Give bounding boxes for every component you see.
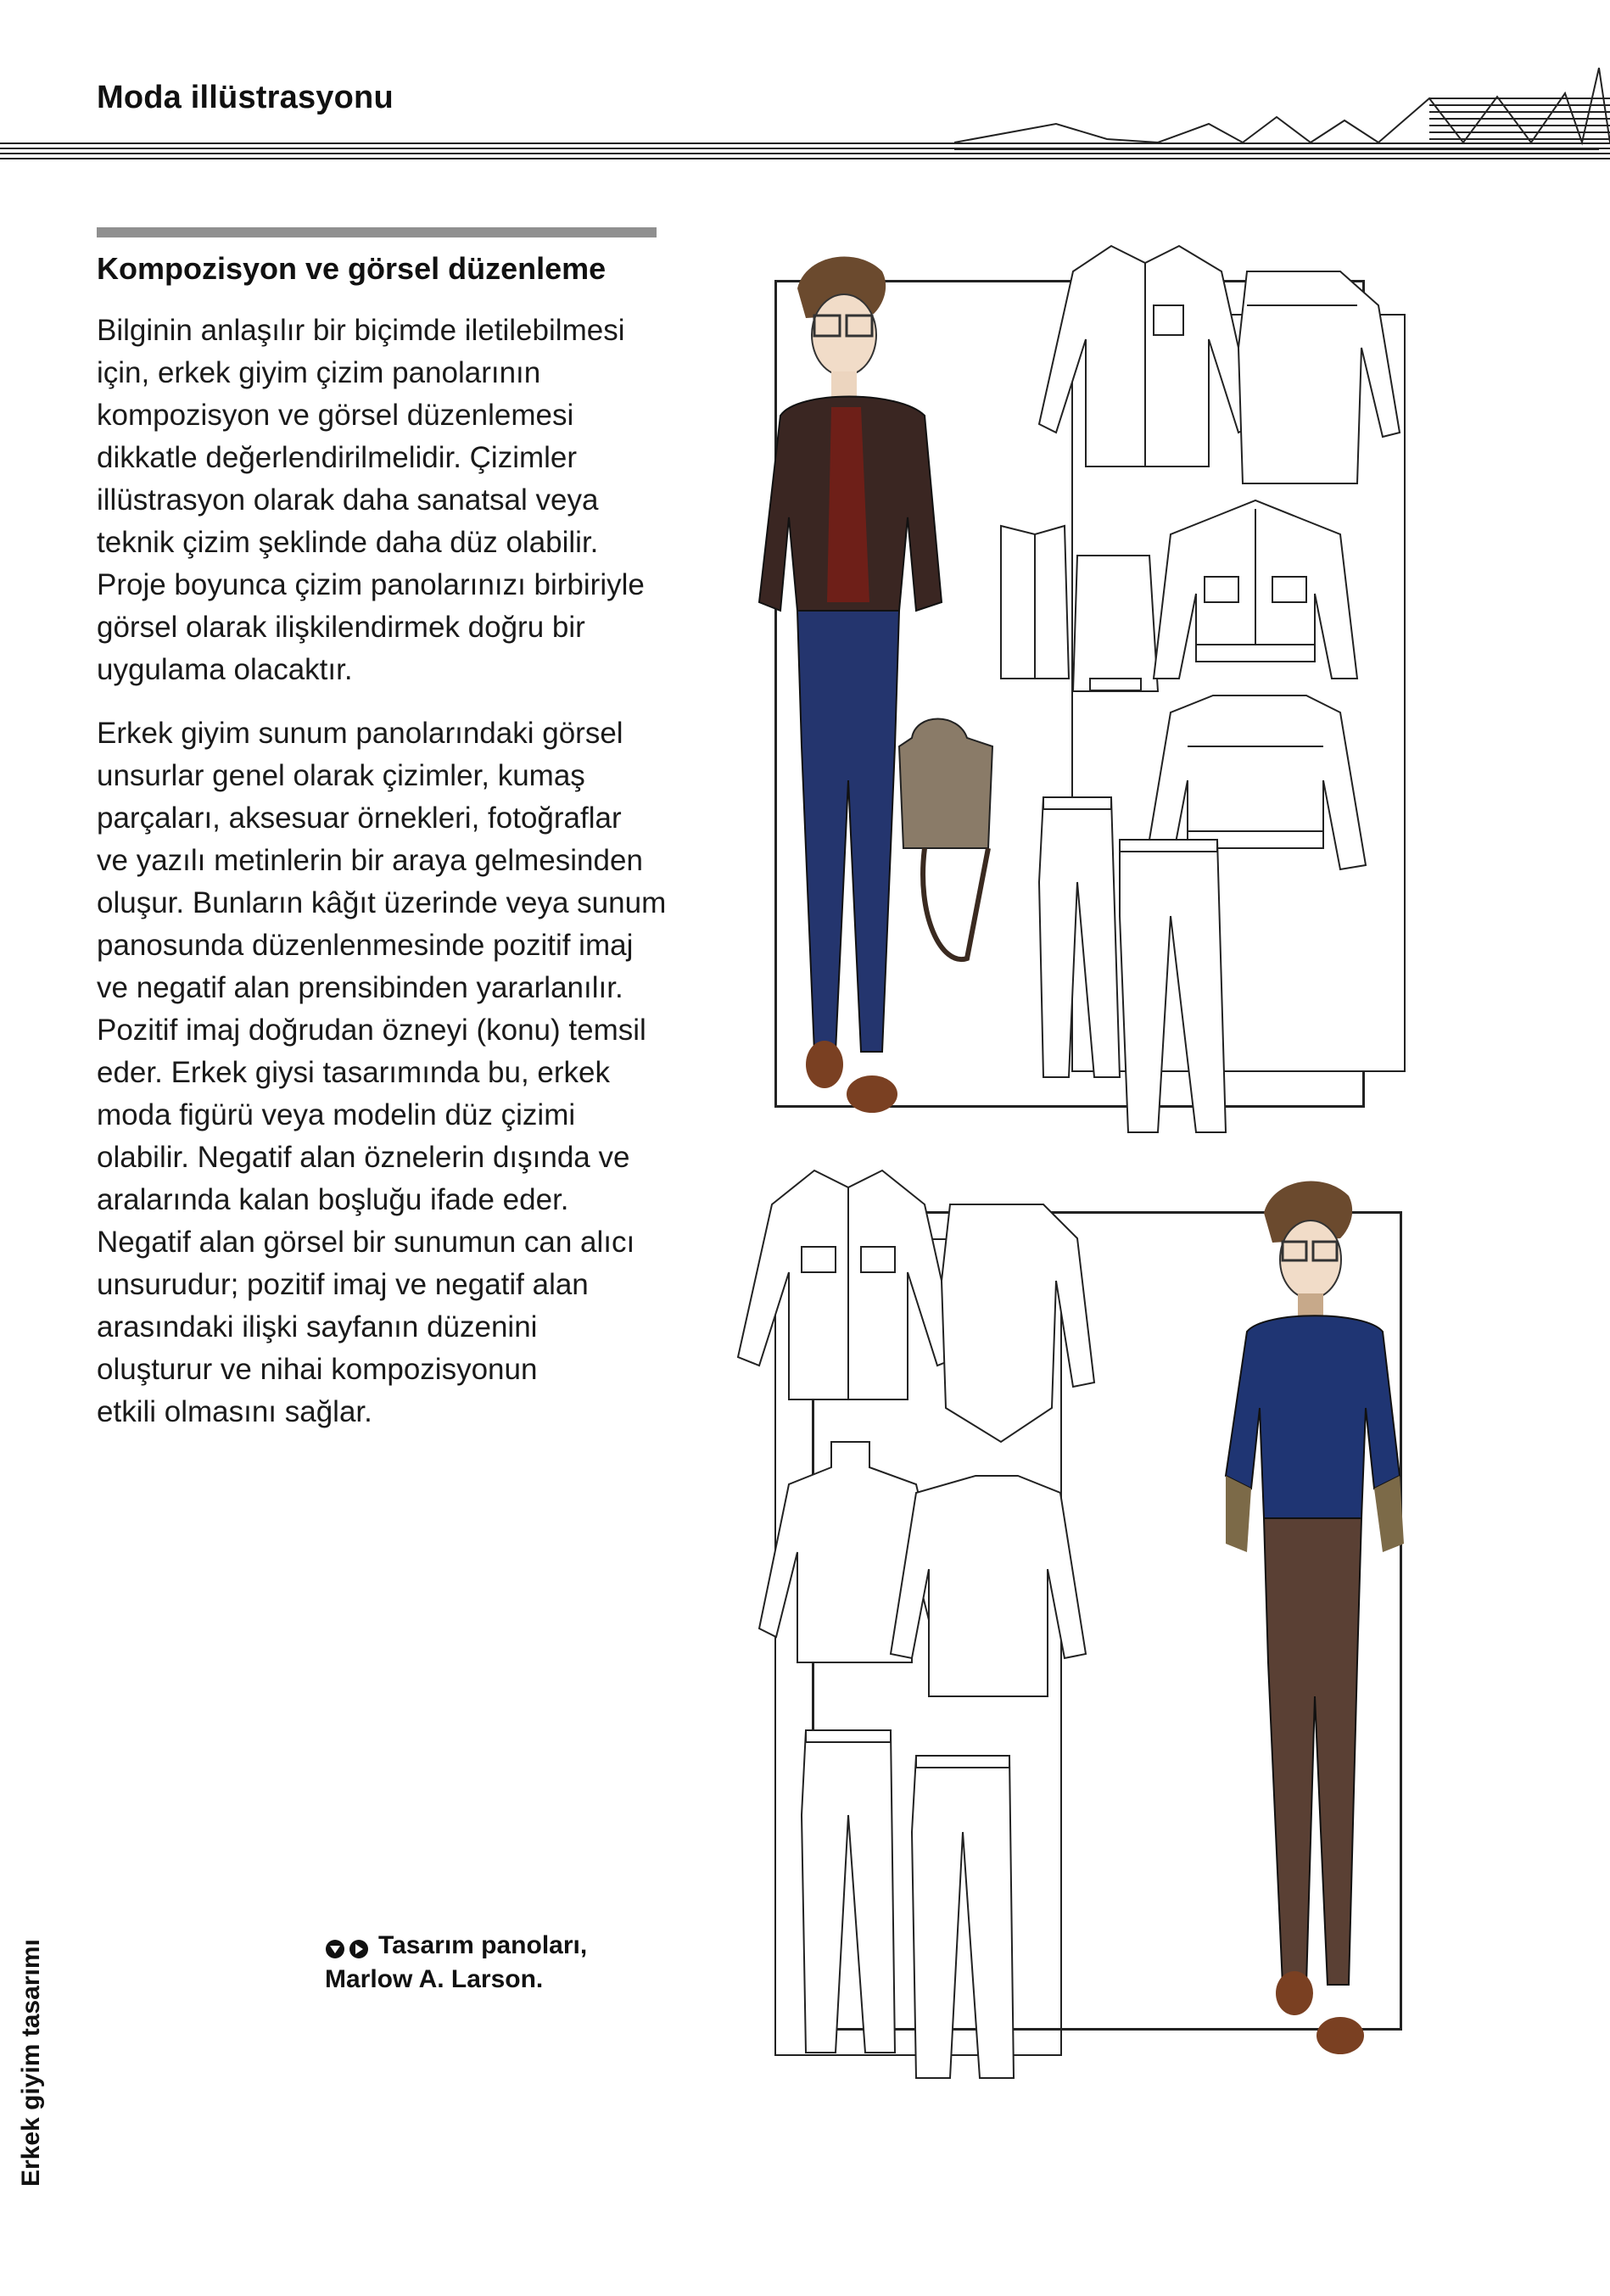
body-paragraph-1: Bilginin anlaşılır bir biçimde iletilebilmesi için, erkek giyim çizim panolarının kompozisyon ve görsel düzenlemesi dikkatle değerlendirilmelidir. Çizimler illüstrasyon olarak daha sanatsal veya teknik çizim şeklinde daha düz olabilir. Proje boyunca çizim panolarınızı birbiriyle görsel olarak ilişkilendirmek doğru bir uygulama olacaktır. <box>97 314 645 686</box>
design-board-top-illustration <box>746 237 1442 1154</box>
flat-trousers2-front <box>802 1730 895 2053</box>
arrow-right-circle-icon <box>349 1940 368 1958</box>
flat-shirt2-front <box>738 1170 959 1399</box>
figure-caption-line-1: Tasarım panoları, <box>378 1931 588 1959</box>
fashion-figure-1 <box>759 257 992 1113</box>
figure-caption-line-2: Marlow A. Larson. <box>325 1965 544 1993</box>
fashion-figure-2 <box>1226 1182 1404 2054</box>
design-board-bottom-illustration <box>721 1154 1484 2095</box>
side-label: Erkek giyim tasarımı <box>17 1939 45 2187</box>
flat-trousers-front <box>1039 797 1120 1077</box>
body-paragraph-2: Erkek giyim sunum panolarındaki görsel unsurlar genel olarak çizimler, kumaş parçaları, aksesuar örnekleri, fotoğraflar ve yazılı metinlerin bir araya gelmesinden oluşur. Bunların kâğıt üzerinde veya sunum panosunda düzenlenmesinde pozitif imaj ve negatif alan prensibinden yararlanılır. Pozitif imaj doğrudan özneyi (konu) temsil eder. Erkek giysi tasarımında bu, erkek moda figürü veya modelin düz çizimi olabilir. Negatif alan öznelerin dışında ve aralarında kalan boşluğu ifade eder. Negatif alan görsel bir sunumun can alıcı unsurudur; pozitif imaj ve negatif alan arasındaki ilişki sayfanın düzenini oluşturur ve nihai kompozisyonun etkili olmasını sağlar. <box>97 717 667 1428</box>
caption-icons <box>325 1937 376 1961</box>
running-title: Moda illüstrasyonu <box>97 80 394 115</box>
flat-shirt-front <box>1039 246 1255 466</box>
flat-turtleneck-back <box>891 1476 1086 1696</box>
section-title: Kompozisyon ve görsel düzenleme <box>97 251 607 286</box>
arrow-down-circle-icon <box>326 1940 344 1958</box>
flat-trousers2-back <box>912 1756 1014 2078</box>
flat-vest <box>1001 526 1158 691</box>
section-bar <box>97 227 657 237</box>
zigzag-ornament <box>954 64 1610 165</box>
flat-shirt-back <box>1238 271 1400 483</box>
flat-bomber-front <box>1154 500 1357 679</box>
flat-trousers-back <box>1120 840 1226 1132</box>
flat-shirt2-back <box>942 1204 1094 1442</box>
